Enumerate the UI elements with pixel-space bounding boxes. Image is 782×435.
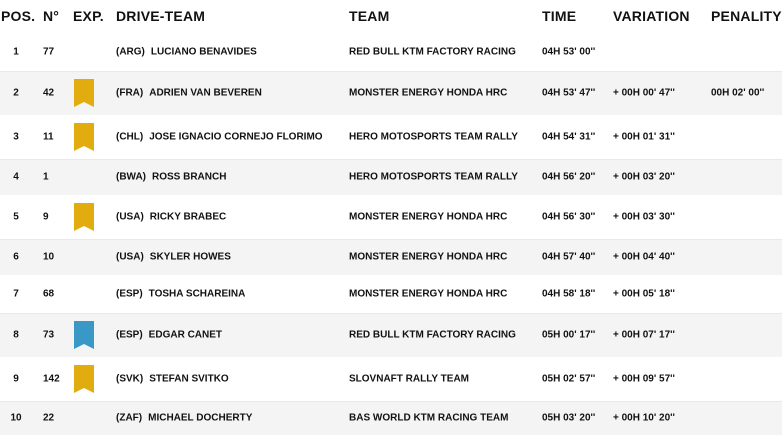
- bib-number: 68: [43, 288, 55, 300]
- driver-name[interactable]: SKYLER HOWES: [149, 251, 231, 263]
- table-row[interactable]: [0, 313, 782, 357]
- team-name[interactable]: MONSTER ENERGY HONDA HRC: [349, 251, 508, 263]
- driver-cell[interactable]: [116, 132, 323, 143]
- driver-name[interactable]: JOSE IGNACIO CORNEJO FLORIMO: [149, 131, 323, 143]
- time: 04H 56' 30'': [542, 211, 596, 223]
- team-name[interactable]: MONSTER ENERGY HONDA HRC: [349, 288, 508, 300]
- driver-cell[interactable]: [116, 252, 231, 263]
- variation: + 00H 03' 30'': [613, 211, 675, 223]
- driver-country: (USA): [116, 251, 144, 263]
- table-row[interactable]: [0, 71, 782, 115]
- driver-name[interactable]: STEFAN SVITKO: [149, 373, 229, 385]
- driver-cell[interactable]: [116, 46, 257, 57]
- bib-number: 9: [43, 211, 49, 223]
- variation: + 00H 10' 20'': [613, 412, 675, 424]
- driver-cell[interactable]: [116, 413, 252, 424]
- header-penality[interactable]: PENALITY: [711, 8, 782, 24]
- experience-flag-icon: [74, 203, 94, 231]
- driver-country: (CHL): [116, 131, 144, 143]
- driver-country: (ESP): [116, 329, 143, 341]
- position: 9: [13, 373, 19, 385]
- header-time[interactable]: TIME: [542, 8, 577, 24]
- bib-number: 11: [43, 131, 54, 143]
- driver-cell[interactable]: [116, 374, 229, 385]
- variation: + 00H 07' 17'': [613, 329, 675, 341]
- driver-name[interactable]: MICHAEL DOCHERTY: [148, 412, 253, 424]
- driver-country: (ZAF): [116, 412, 143, 424]
- header-number[interactable]: N°: [43, 8, 60, 24]
- driver-name[interactable]: LUCIANO BENAVIDES: [150, 46, 257, 57]
- team-name[interactable]: HERO MOTOSPORTS TEAM RALLY: [349, 131, 518, 143]
- table-row[interactable]: [0, 195, 782, 239]
- position: 7: [13, 288, 19, 300]
- bib-number: 77: [43, 46, 55, 57]
- variation: + 00H 09' 57'': [613, 373, 675, 385]
- header-team[interactable]: TEAM: [349, 8, 390, 24]
- driver-cell[interactable]: [116, 212, 226, 223]
- position: 2: [13, 87, 19, 99]
- header-exp[interactable]: EXP.: [73, 8, 104, 24]
- variation: + 00H 04' 40'': [613, 251, 675, 263]
- position: 4: [13, 171, 19, 183]
- position: 1: [13, 46, 19, 57]
- table-row[interactable]: [0, 357, 782, 401]
- driver-name[interactable]: EDGAR CANET: [148, 329, 223, 341]
- variation: + 00H 05' 18'': [613, 288, 675, 300]
- time: 04H 53' 47'': [542, 87, 596, 99]
- driver-cell[interactable]: [116, 88, 262, 99]
- position: 8: [13, 329, 19, 341]
- driver-cell[interactable]: [116, 172, 226, 183]
- position: 6: [13, 251, 19, 263]
- time: 05H 02' 57'': [542, 373, 596, 385]
- table-row[interactable]: [0, 32, 782, 71]
- table-row[interactable]: [0, 159, 782, 195]
- experience-flag-icon: [74, 79, 94, 107]
- driver-cell[interactable]: [116, 289, 245, 300]
- bib-number: 10: [43, 251, 55, 263]
- table-header: [0, 0, 782, 32]
- time: 04H 53' 00'': [542, 46, 596, 57]
- team-name[interactable]: RED BULL KTM FACTORY RACING: [349, 46, 516, 57]
- experience-flag-icon: [74, 123, 94, 151]
- team-name[interactable]: MONSTER ENERGY HONDA HRC: [349, 211, 508, 223]
- experience-flag-icon: [74, 365, 94, 393]
- bib-number: 73: [43, 329, 55, 341]
- variation: + 00H 03' 20'': [613, 171, 675, 183]
- table-row[interactable]: [0, 275, 782, 313]
- header-variation[interactable]: VARIATION: [613, 8, 690, 24]
- driver-country: (ARG): [116, 46, 145, 57]
- driver-country: (BWA): [116, 171, 146, 183]
- driver-name[interactable]: TOSHA SCHAREINA: [148, 288, 246, 300]
- variation: + 00H 00' 47'': [613, 87, 675, 99]
- team-name[interactable]: SLOVNAFT RALLY TEAM: [349, 373, 470, 385]
- driver-name[interactable]: RICKY BRABEC: [149, 211, 227, 223]
- bib-number: 42: [43, 87, 55, 99]
- table-row[interactable]: [0, 401, 782, 435]
- variation: + 00H 01' 31'': [613, 131, 675, 143]
- driver-country: (USA): [116, 211, 144, 223]
- time: 04H 58' 18'': [542, 288, 596, 300]
- team-name[interactable]: MONSTER ENERGY HONDA HRC: [349, 87, 508, 99]
- team-name[interactable]: BAS WORLD KTM RACING TEAM: [349, 412, 509, 424]
- driver-country: (SVK): [116, 373, 144, 385]
- time: 05H 03' 20'': [542, 412, 596, 424]
- header-pos[interactable]: POS.: [1, 8, 36, 24]
- position: 5: [13, 211, 19, 223]
- driver-country: (ESP): [116, 288, 143, 300]
- bib-number: 22: [43, 412, 55, 424]
- time: 04H 56' 20'': [542, 171, 596, 183]
- bib-number: 1: [43, 171, 49, 183]
- penality: 00H 02' 00'': [711, 87, 765, 99]
- time: 05H 00' 17'': [542, 329, 596, 341]
- driver-name[interactable]: ADRIEN VAN BEVEREN: [149, 87, 262, 99]
- position: 10: [10, 412, 22, 424]
- table-row[interactable]: [0, 239, 782, 275]
- team-name[interactable]: HERO MOTOSPORTS TEAM RALLY: [349, 171, 518, 183]
- header-drive-team[interactable]: DRIVE-TEAM: [116, 8, 206, 24]
- driver-name[interactable]: ROSS BRANCH: [152, 171, 227, 183]
- driver-country: (FRA): [116, 87, 144, 99]
- table-row[interactable]: [0, 115, 782, 159]
- driver-cell[interactable]: [116, 330, 222, 341]
- bib-number: 142: [43, 373, 60, 385]
- time: 04H 57' 40'': [542, 251, 596, 263]
- time: 04H 54' 31'': [542, 131, 596, 143]
- experience-flag-icon: [74, 321, 94, 349]
- position: 3: [13, 131, 19, 143]
- team-name[interactable]: RED BULL KTM FACTORY RACING: [349, 329, 516, 341]
